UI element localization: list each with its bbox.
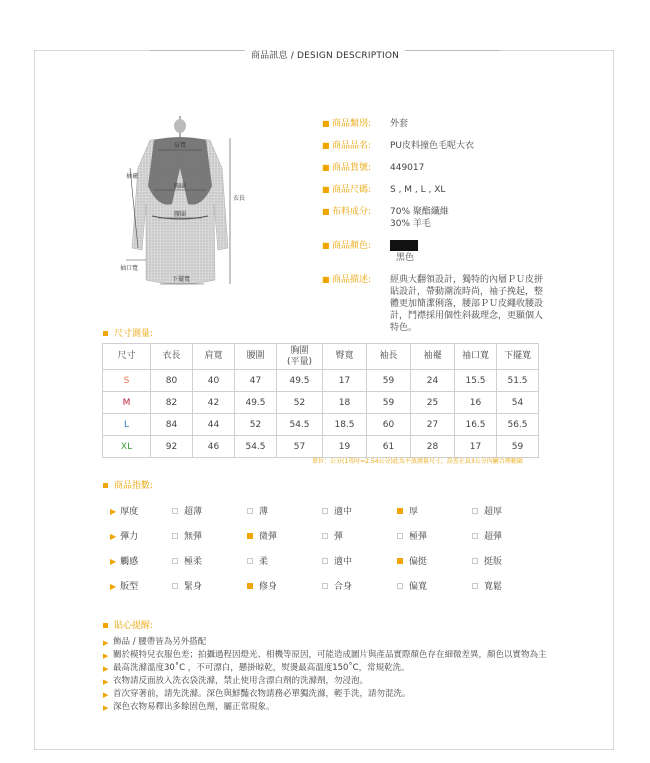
triangle-icon: ▶ (103, 704, 109, 712)
indicator-row-texture: ▶ 觸感 極柔 柔 適中 偏挺 挺版 (110, 557, 503, 567)
unit-note: 單位：公分(1英吋=2.54公分)此為平放測量尺寸，誤差正負3公分內屬合理範圍 (312, 458, 523, 465)
title-wrap (0, 43, 650, 62)
checkbox-icon (322, 508, 328, 514)
table-row: M 82 42 49.5 52 18 59 25 16 54 (103, 392, 539, 414)
bullet-icon: ■ (322, 185, 330, 194)
info-category: ■ 商品類別: 外套 (322, 119, 409, 129)
tips-section-heading: 貼心提醒: (103, 620, 553, 632)
product-info (322, 118, 550, 344)
indicator-section-heading: 商品指數: (103, 478, 153, 491)
label-sleeve-width: 袖襬 (126, 173, 139, 180)
th-shoulder: 肩寬 (193, 344, 235, 370)
bullet-icon: ■ (322, 275, 330, 284)
checkbox-icon (247, 558, 253, 564)
tips-section (103, 620, 553, 714)
color-swatch-black (390, 240, 418, 251)
info-code: ■ 商品貨號: 449017 (322, 163, 425, 173)
th-size: 尺寸 (103, 344, 151, 370)
label-chest: 胸圍 (174, 183, 187, 190)
triangle-icon: ▶ (110, 557, 117, 566)
checkbox-icon (172, 583, 178, 589)
info-color: ■ 商品顏色: 黑色 (322, 240, 550, 264)
th-waist: 腰圍 (235, 344, 277, 370)
checkbox-icon (472, 583, 478, 589)
checkbox-icon (322, 558, 328, 564)
info-fabric: ■ 布料成分: 70% 聚酯纖維 30% 羊毛 (322, 207, 449, 229)
list-item: ▶ 衣物請反面放入洗衣袋洗滌，禁止使用含漂白劑的洗滌劑，勿浸泡。 (103, 676, 369, 686)
bullet-icon: ■ (322, 119, 330, 128)
triangle-icon: ▶ (103, 691, 109, 699)
label-length: 衣長 (233, 195, 246, 202)
mannequin-neck (174, 119, 186, 133)
th-length: 衣長 (151, 344, 193, 370)
bullet-icon: ■ (322, 141, 330, 150)
size-section-heading: 尺寸測量: (103, 326, 153, 339)
size-table-header (103, 344, 539, 370)
triangle-icon: ▶ (103, 639, 109, 647)
label-cuff: 袖口寬 (120, 265, 139, 272)
table-row: XL 92 46 54.5 57 19 61 28 17 59 (103, 436, 539, 458)
garment-diagram (110, 108, 250, 303)
list-item: ▶ 最高洗滌溫度30˚C ，不可漂白，懸掛晾乾，熨燙最高溫度150˚C，常規乾洗。 (103, 663, 410, 673)
info-sizes: ■ 商品尺碼: S , M , L , XL (322, 185, 446, 195)
checkbox-checked-icon (397, 558, 403, 564)
indicator-row-fit: ▶ 版型 緊身 修身 合身 偏寬 寬鬆 (110, 582, 503, 592)
checkbox-icon (397, 533, 403, 539)
label-waist: 腰圍 (174, 211, 187, 218)
list-item: ▶ 飾品 / 腰帶皆為另外搭配 (103, 637, 207, 647)
label-hem: 下擺寬 (172, 276, 191, 283)
info-name: ■ 商品品名: PU皮料撞色毛呢大衣 (322, 141, 475, 151)
checkbox-icon (172, 508, 178, 514)
checkbox-checked-icon (247, 533, 253, 539)
th-chest: 胸圍 (平量) (277, 344, 323, 370)
info-description: ■ 商品描述: 經典大翻領設計，獨特的內層ＰＵ皮拼貼設計，帶動潮流時尚，袖子挽起，整體更加簡潔俐落，腰部ＰＵ皮繩收腰設計，鬥襟採用個性斜裁理念，更顯個人特色。 (322, 275, 544, 333)
list-item: ▶ 首次穿著前，請先洗滌。深色與鮮豔衣物請務必單獨洗滌，輕手洗，請勿混洗。 (103, 689, 411, 699)
table-row: S 80 40 47 49.5 17 59 24 15.5 51.5 (103, 370, 539, 392)
checkbox-icon (397, 583, 403, 589)
triangle-icon: ▶ (110, 582, 117, 591)
checkbox-checked-icon (397, 508, 403, 514)
triangle-icon: ▶ (110, 507, 117, 516)
th-cuff: 袖口寬 (455, 344, 497, 370)
bullet-icon: ■ (322, 241, 330, 250)
checkbox-icon (247, 508, 253, 514)
size-table (102, 343, 539, 458)
square-icon (103, 483, 108, 488)
triangle-icon: ▶ (103, 652, 109, 660)
list-item: ▶ 關於模特兒衣服色差；拍攝過程因燈光、相機等原因，可能造成圖片與產品實際顏色存在細微差異，顏色以實物為主 (103, 650, 547, 660)
page-title: 商品訊息 / DESIGN DESCRIPTION (245, 48, 405, 61)
bullet-icon: ■ (322, 207, 330, 216)
checkbox-icon (472, 533, 478, 539)
list-item: ▶ 深色衣物易釋出多餘固色劑，屬正常現象。 (103, 702, 275, 712)
indicator-row-thickness: ▶ 厚度 超薄 薄 適中 厚 超厚 (110, 507, 503, 517)
th-hip: 臀寬 (323, 344, 367, 370)
checkbox-icon (472, 558, 478, 564)
triangle-icon: ▶ (110, 532, 117, 541)
checkbox-icon (322, 583, 328, 589)
checkbox-icon (322, 533, 328, 539)
th-hem: 下擺寬 (497, 344, 539, 370)
triangle-icon: ▶ (103, 665, 109, 673)
table-row: L 84 44 52 54.5 18.5 60 27 16.5 56.5 (103, 414, 539, 436)
th-sleeve-width: 袖襬 (411, 344, 455, 370)
triangle-icon: ▶ (103, 678, 109, 686)
checkbox-icon (172, 558, 178, 564)
square-icon (103, 623, 108, 628)
indicator-grid (110, 498, 547, 598)
checkbox-icon (172, 533, 178, 539)
bullet-icon: ■ (322, 163, 330, 172)
th-sleeve-length: 袖長 (367, 344, 411, 370)
indicator-row-elasticity: ▶ 彈力 無彈 微彈 彈 極彈 超彈 (110, 532, 503, 542)
label-shoulder: 肩寬 (174, 142, 187, 149)
checkbox-checked-icon (247, 583, 253, 589)
checkbox-icon (472, 508, 478, 514)
square-icon (103, 331, 108, 336)
